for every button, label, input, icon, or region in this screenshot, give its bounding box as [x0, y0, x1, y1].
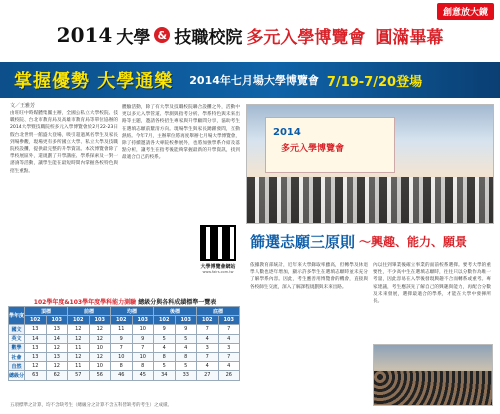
table-value-cell: 8 [175, 352, 197, 361]
table-subject-cell: 數學 [9, 343, 25, 352]
byline: 文／王雅芳 [10, 103, 36, 109]
table-value-cell: 13 [25, 352, 47, 361]
table-value-cell: 7 [197, 325, 219, 334]
qr-block[interactable] [195, 225, 241, 277]
table-value-cell: 62 [46, 371, 68, 380]
headline-university: 大學 [116, 27, 151, 48]
table-header-col: 前標 [68, 307, 111, 316]
table-value-cell: 11 [111, 325, 133, 334]
banner-slogan: 掌握優勢 大學通樂 [14, 71, 174, 92]
table-value-cell: 8 [154, 352, 176, 361]
table-value-cell: 7 [197, 352, 219, 361]
table-year-cell: 103 [46, 316, 68, 325]
qr-code-icon[interactable] [200, 225, 236, 261]
table-year-cell: 102 [197, 316, 219, 325]
section-heading [250, 228, 494, 254]
stage-year-text: 2014 [273, 127, 301, 138]
table-value-cell: 26 [218, 371, 240, 380]
table-year-cell: 102 [68, 316, 90, 325]
table-header-col: 頂標 [25, 307, 68, 316]
table-value-cell: 63 [25, 371, 47, 380]
table-row [9, 343, 240, 352]
table-value-cell: 12 [68, 325, 90, 334]
table-value-cell: 11 [68, 362, 90, 371]
article-column-1: 由旺旺中時媒體集團主辦，全國公私立大學校院、技職校院、台北市教育局及高雄市教育局等單位協辦的2014大學暨技職院校多元入學博覽會於2月22-23日假台北世貿一館盛大登場，吸引超過萬名學生及家長到場參觀，現場更有多所國立大學、私立大學及技職院校設攤，提供最完整的升學資訊。本次博覽會除了學校展區外，還規劃了升學講座、學系探索及一對一諮詢等活動，讓學生能在最短時間內掌握各校特色與招生重點。 [10, 111, 118, 174]
table-value-cell: 34 [154, 371, 176, 380]
table-header-col: 底標 [197, 307, 240, 316]
column-badge: 創意放大鏡 [437, 3, 494, 20]
crowd-photo [373, 344, 493, 406]
table-value-cell: 12 [25, 362, 47, 371]
table-subject-cell: 總級分 [9, 371, 25, 380]
header [0, 0, 500, 66]
table-body [9, 325, 240, 380]
table-value-cell: 5 [154, 362, 176, 371]
table-value-cell: 11 [68, 343, 90, 352]
table-title-red: 102學年度&103學年度學科能力測驗 [33, 299, 137, 306]
table-value-cell: 12 [46, 362, 68, 371]
table-value-cell: 27 [197, 371, 219, 380]
table-value-cell: 57 [68, 371, 90, 380]
table-value-cell: 12 [89, 334, 111, 343]
table-header-year: 學年度 [9, 307, 25, 325]
headline-fair: 多元入學博覽會 [246, 27, 366, 48]
table-value-cell: 9 [175, 325, 197, 334]
table-value-cell: 13 [46, 325, 68, 334]
table-value-cell: 4 [197, 362, 219, 371]
table-value-cell: 7 [218, 325, 240, 334]
table-value-cell: 9 [154, 325, 176, 334]
table-value-cell: 10 [89, 343, 111, 352]
table-value-cell: 10 [89, 362, 111, 371]
table-value-cell: 13 [25, 325, 47, 334]
article-column-3: 依據教育部統計，近年來大學錄取率雖高，但轉學及休退學人數也逐年增加，顯示許多學生在選填志願時並未充分了解學系內容。因此，考生應善用博覽會的機會，直接與各校師生交流，深入了解課程規劃與未來出路。 [250, 263, 368, 290]
table-year-cell: 103 [175, 316, 197, 325]
table-year-cell: 102 [25, 316, 47, 325]
table-value-cell: 5 [154, 334, 176, 343]
table-value-cell: 13 [46, 352, 68, 361]
table-value-cell: 46 [111, 371, 133, 380]
qr-label: 大學博覽會網站 [200, 264, 236, 270]
table-value-cell: 4 [218, 362, 240, 371]
table-value-cell: 12 [89, 352, 111, 361]
table-value-cell: 14 [46, 334, 68, 343]
event-photo [246, 104, 494, 224]
table-value-cell: 12 [46, 343, 68, 352]
headline-tech: 技職校院 [174, 27, 243, 48]
table-title [10, 297, 240, 306]
headline-year: 2014 [56, 23, 113, 47]
table-row [9, 371, 240, 380]
table-value-cell: 4 [175, 343, 197, 352]
table-row [9, 325, 240, 334]
table-header-col: 均標 [111, 307, 154, 316]
table-value-cell: 5 [175, 362, 197, 371]
table-value-cell: 3 [218, 343, 240, 352]
table-value-cell: 45 [132, 371, 154, 380]
score-table [8, 306, 240, 381]
table-value-cell: 7 [218, 352, 240, 361]
table-value-cell: 9 [111, 334, 133, 343]
table-value-cell: 14 [25, 334, 47, 343]
table-value-cell: 7 [111, 343, 133, 352]
table-subject-cell: 國文 [9, 325, 25, 334]
qr-url: www.fairs.com.tw [202, 270, 234, 274]
table-year-cell: 102 [154, 316, 176, 325]
table-subject-cell: 英文 [9, 334, 25, 343]
table-title-black: 總級分與各科成績標準一覽表 [138, 299, 217, 306]
table-year-cell: 103 [132, 316, 154, 325]
crowd-heads [374, 371, 493, 405]
table-value-cell: 33 [175, 371, 197, 380]
table-value-cell: 10 [132, 325, 154, 334]
table-year-cell: 103 [218, 316, 240, 325]
people-row [247, 177, 494, 223]
table-value-cell: 5 [175, 334, 197, 343]
table-value-cell: 4 [154, 343, 176, 352]
table-value-cell: 3 [197, 343, 219, 352]
table-value-cell: 7 [132, 343, 154, 352]
stage-fair-text: 多元入學博覽會 [281, 144, 345, 154]
table-value-cell: 12 [89, 325, 111, 334]
table-value-cell: 12 [68, 334, 90, 343]
table-row [9, 362, 240, 371]
table-value-cell: 8 [111, 362, 133, 371]
table-header-row-2 [9, 316, 240, 325]
table-subject-cell: 社會 [9, 352, 25, 361]
section-heading-main: 篩選志願三原則 [250, 232, 356, 251]
table-value-cell: 13 [25, 343, 47, 352]
table-year-cell: 103 [89, 316, 111, 325]
headline-success: 圓滿畢幕 [375, 27, 444, 48]
table-value-cell: 10 [111, 352, 133, 361]
table-subject-cell: 自然 [9, 362, 25, 371]
table-value-cell: 56 [89, 371, 111, 380]
table-footnote: 五項標準之計算，均不含缺考生（總級分之計算不含五科皆缺考的考生）之成績。 [10, 403, 172, 408]
headline-ampersand: & [154, 27, 170, 43]
headline [10, 20, 490, 50]
section-heading-sub: ～興趣、能力、願景 [359, 234, 468, 249]
table-value-cell: 4 [197, 334, 219, 343]
table-header-row-1 [9, 307, 240, 316]
table-value-cell: 10 [132, 352, 154, 361]
table-value-cell: 12 [68, 352, 90, 361]
article-column-4: 內以往到畢業後確立事業的面前校系選擇。要考大學的重要性，不少高中生在選填志願時，往往只以分數作為唯一考量，因此容易在入學後發現興趣不合而轉系或重考。專家建議，考生應該先了解自己的興趣與能力，再配合分數及未來發展，選擇最適合的學系，才能在大學中發揮所長。 [373, 263, 491, 305]
table-row [9, 352, 240, 361]
banner-date: 7/19-7/20登場 [326, 74, 423, 90]
banner [0, 62, 500, 98]
table-value-cell: 8 [132, 362, 154, 371]
table-value-cell: 9 [132, 334, 154, 343]
table-row [9, 334, 240, 343]
banner-fair-name: 2014年七月場大學博覽會 [189, 74, 319, 87]
table-value-cell: 4 [218, 334, 240, 343]
table-year-cell: 102 [111, 316, 133, 325]
table-header-col: 後標 [154, 307, 197, 316]
article-column-2: 體驗活動，除了有大學及技職校院聯合設攤之外，活動中更以多元入學管道、學測與指考分析、學系特色與未來出路等主題，邀請各校招生專家與升學顧問分享，協助考生在選填志願前釐清方向。現場學生與家長踴躍發問，互動熱絡。今年7月，主辦單位將再度舉辦七月場大學博覽會，除了持續邀請各大專院校參展外，也將加強學系介紹及落點分析，讓考生在指考後能夠掌握最新的升學資訊，找到最適合自己的校系。 [122, 105, 240, 161]
